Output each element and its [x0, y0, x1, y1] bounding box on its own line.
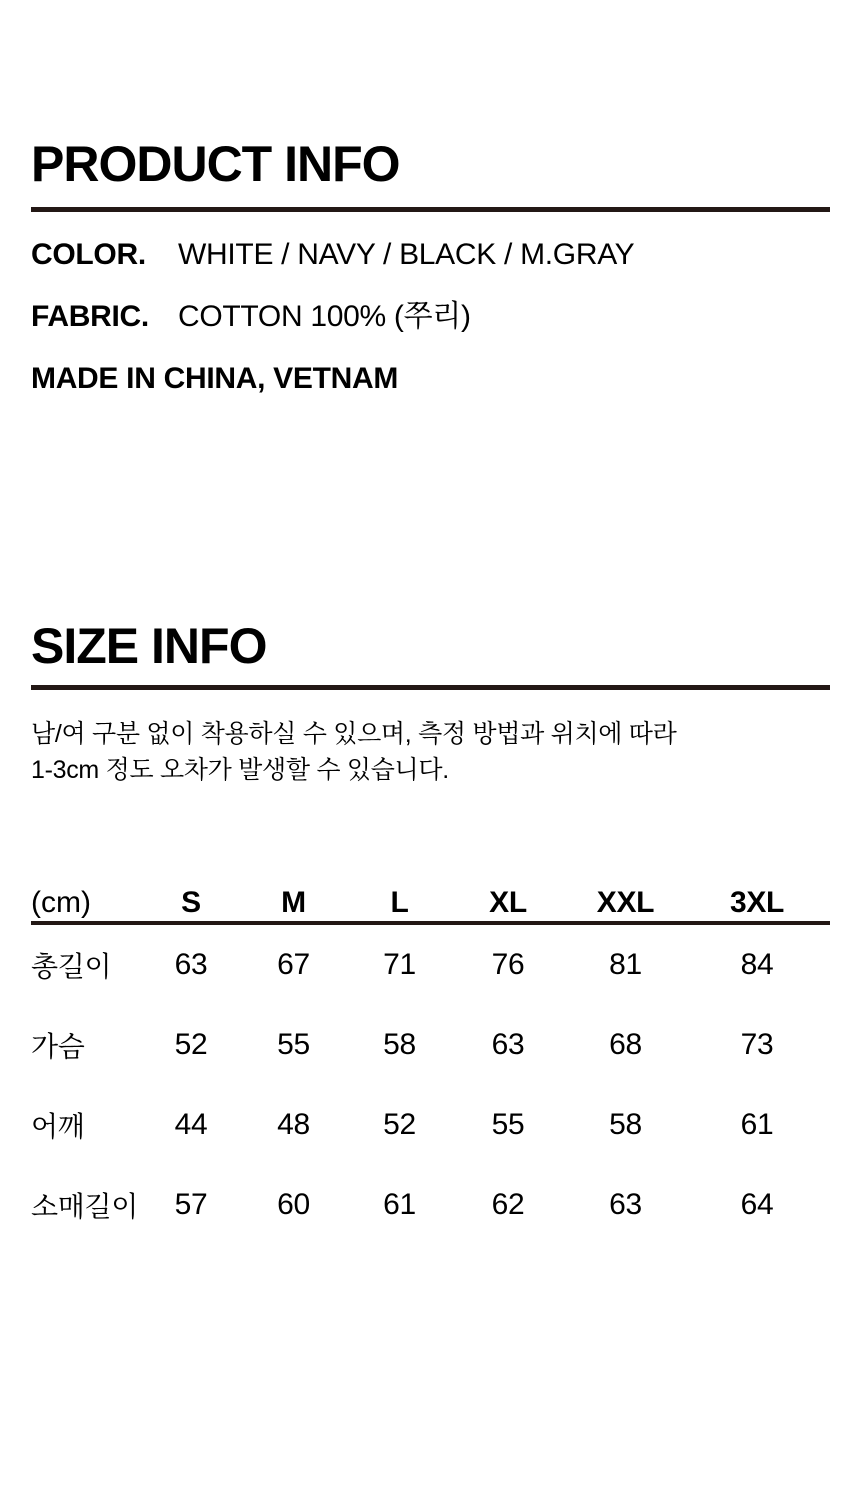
- cell: 55: [277, 1028, 310, 1061]
- unit-label: (cm): [31, 886, 91, 919]
- cell: 52: [383, 1108, 416, 1141]
- row-label: 총길이: [31, 951, 112, 982]
- size-note-line-2: 1-3cm 정도 오차가 발생할 수 있습니다.: [31, 756, 449, 784]
- cell: 64: [740, 1188, 774, 1221]
- color-label: COLOR.: [31, 238, 146, 271]
- cell: 81: [609, 948, 642, 981]
- size-note-line-1: 남/여 구분 없이 착용하실 수 있으며, 측정 방법과 위치에 따라: [31, 720, 677, 748]
- product-detail-page: [0, 136, 860, 1491]
- fabric-value: COTTON 100% (쭈리): [178, 300, 471, 333]
- cell: 62: [491, 1188, 525, 1221]
- cell: 84: [740, 948, 774, 981]
- row-label: 어깨: [31, 1111, 85, 1142]
- cell: 67: [277, 948, 310, 981]
- table-row-sleeve-length: [31, 1165, 830, 1245]
- cell: 71: [383, 948, 416, 981]
- column-header-s: S: [181, 886, 201, 919]
- cell: 61: [383, 1188, 416, 1221]
- size-note: [31, 716, 830, 788]
- cell: 61: [740, 1108, 774, 1141]
- cell: 57: [174, 1188, 208, 1221]
- column-header-l: L: [390, 886, 409, 919]
- table-row-chest: [31, 1005, 830, 1085]
- cell: 44: [174, 1108, 208, 1141]
- fabric-row: [31, 299, 830, 335]
- column-header-m: M: [281, 886, 306, 919]
- column-header-xxl: XXL: [596, 886, 655, 919]
- cell: 58: [609, 1108, 642, 1141]
- size-table-header: [31, 885, 830, 921]
- row-label: 가슴: [31, 1031, 85, 1062]
- cell: 73: [740, 1028, 774, 1061]
- product-info-title: PRODUCT INFO: [31, 136, 400, 192]
- size-info-divider: [31, 685, 830, 690]
- made-in-text: MADE IN CHINA, VETNAM: [31, 362, 399, 395]
- cell: 58: [383, 1028, 416, 1061]
- cell: 63: [491, 1028, 525, 1061]
- cell: 48: [277, 1108, 310, 1141]
- cell: 60: [277, 1188, 310, 1221]
- cell: 76: [491, 948, 525, 981]
- cell: 63: [174, 948, 208, 981]
- cell: 55: [491, 1108, 525, 1141]
- size-table: [31, 885, 830, 1245]
- row-label: 소매길이: [31, 1191, 138, 1222]
- table-row-total-length: [31, 925, 830, 1005]
- color-value: WHITE / NAVY / BLACK / M.GRAY: [178, 238, 635, 271]
- product-info-divider: [31, 207, 830, 212]
- column-header-xl: XL: [489, 886, 527, 919]
- column-header-3xl: 3XL: [729, 886, 785, 919]
- cell: 63: [609, 1188, 642, 1221]
- cell: 68: [609, 1028, 642, 1061]
- size-info-title: SIZE INFO: [31, 618, 267, 674]
- fabric-label: FABRIC.: [31, 300, 149, 333]
- cell: 52: [174, 1028, 208, 1061]
- color-row: [31, 237, 830, 273]
- table-row-shoulder: [31, 1085, 830, 1165]
